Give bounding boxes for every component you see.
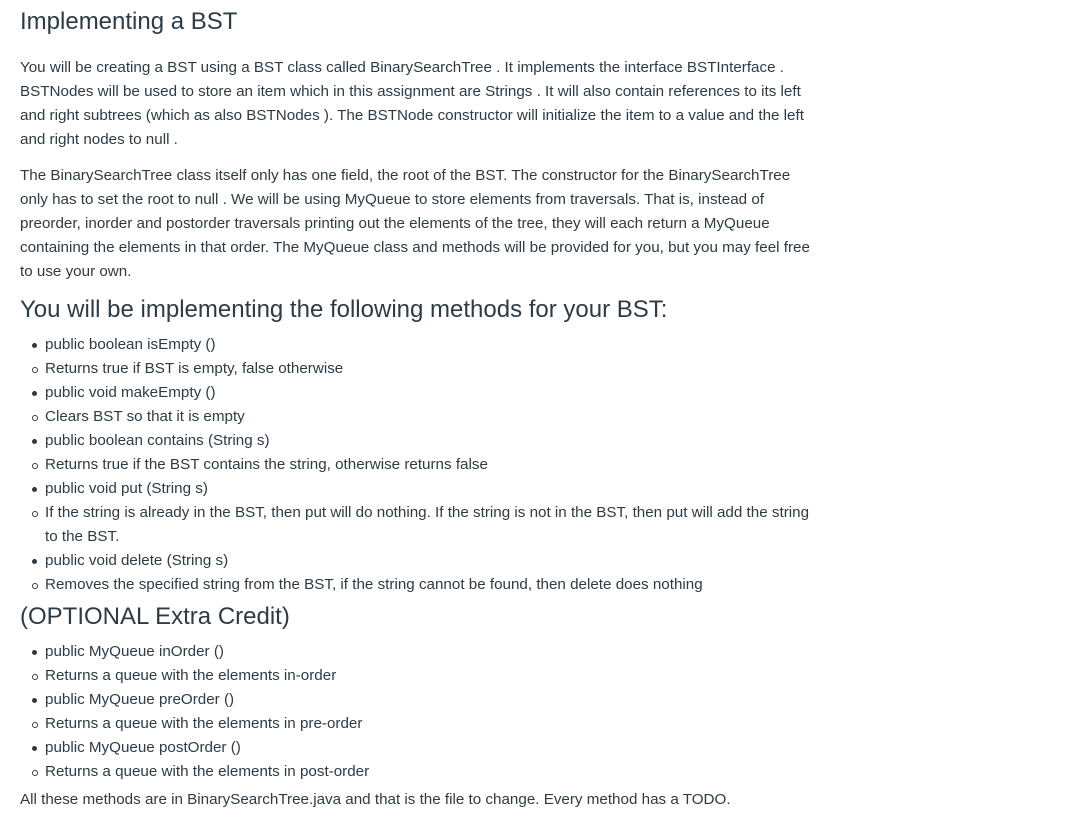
method-item-put	[20, 477, 820, 549]
page-title: Implementing a BST	[20, 8, 238, 35]
method-description: Returns true if BST is empty, false otherwise	[20, 357, 820, 381]
method-description: If the string is already in the BST, then put will do nothing. If the string is not in the BST, then put will add the string to the BST.	[20, 501, 820, 549]
method-item-post-order	[20, 736, 820, 784]
extra-credit-list	[20, 640, 820, 784]
method-signature: public void delete (String s)	[20, 549, 820, 573]
method-signature: public MyQueue preOrder ()	[20, 688, 820, 712]
methods-list	[20, 333, 820, 597]
method-description: Returns a queue with the elements in post-order	[20, 760, 820, 784]
method-item-pre-order	[20, 688, 820, 736]
method-item-in-order	[20, 640, 820, 688]
method-item-is-empty	[20, 333, 820, 381]
method-signature: public boolean isEmpty ()	[20, 333, 820, 357]
intro-paragraph: You will be creating a BST using a BST class called BinarySearchTree . It implements the interface BSTInterface . BSTNodes will be used to store an item which in this assignment are Strings . It will also contain references to its left and right subtrees (which as also BSTNodes ). The BSTNode constructor will initialize the item to a value and the left and right nodes to null .	[20, 59, 804, 148]
method-signature: public MyQueue inOrder ()	[20, 640, 820, 664]
method-description: Returns true if the BST contains the string, otherwise returns false	[20, 453, 820, 477]
method-signature: public boolean contains (String s)	[20, 429, 820, 453]
extra-credit-heading: (OPTIONAL Extra Credit)	[20, 603, 290, 630]
method-signature: public MyQueue postOrder ()	[20, 736, 820, 760]
method-description: Clears BST so that it is empty	[20, 405, 820, 429]
method-signature: public void makeEmpty ()	[20, 381, 820, 405]
method-item-delete	[20, 549, 820, 597]
method-description: Removes the specified string from the BST, if the string cannot be found, then delete does nothing	[20, 573, 820, 597]
method-signature: public void put (String s)	[20, 477, 820, 501]
method-item-contains	[20, 429, 820, 477]
method-description: Returns a queue with the elements in-order	[20, 664, 820, 688]
methods-heading: You will be implementing the following methods for your BST:	[20, 296, 668, 323]
method-item-make-empty	[20, 381, 820, 429]
class-description-paragraph: The BinarySearchTree class itself only has one field, the root of the BST. The constructor for the BinarySearchTree only has to set the root to null . We will be using MyQueue to store elements from traversals. That is, instead of preorder, inorder and postorder traversals printing out the elements of the tree, they will each return a MyQueue containing the elements in that order. The MyQueue class and methods will be provided for you, but you may feel free to use your own.	[20, 167, 810, 280]
method-description: Returns a queue with the elements in pre-order	[20, 712, 820, 736]
footer-paragraph: All these methods are in BinarySearchTree.java and that is the file to change. Every method has a TODO.	[20, 791, 731, 808]
